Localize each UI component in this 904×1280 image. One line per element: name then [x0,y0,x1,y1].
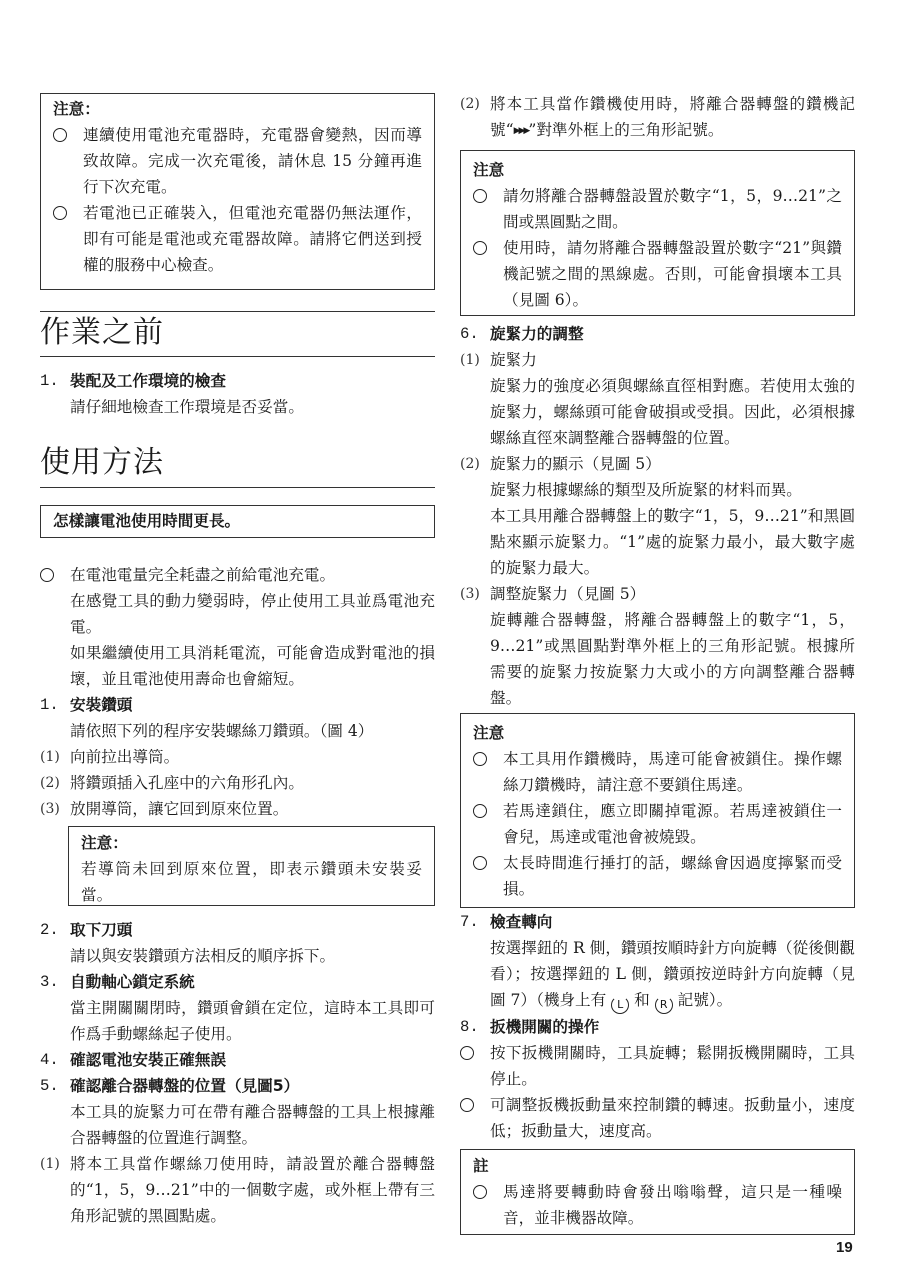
note-box-noise: 註 馬達將要轉動時會發出嗡嗡聲，這只是一種噪音，並非機器故障。 [460,1149,855,1235]
steps-7-8: 7. 檢查轉向 按選擇鈕的 R 側，鑽頭按順時針方向旋轉（從後側觀看）；按選擇鈕的 L 側，鑽頭按逆時針方向旋轉（見圖 7）（機身上有 L 和 R 記號）。 8. 扳機開關的操作 按下扳機開關時，工具旋轉；鬆開扳機開關時，工具停止。 可調整扳機扳動量來控制鑽的轉速。扳動量小，速度低；扳動量大，速度高。 [460,913,855,1140]
note-title: 注意： [53,100,100,118]
bullet-circle-icon [40,568,54,582]
divider [40,311,435,312]
bullet-item: 在電池電量完全耗盡之前給電池充電。 在感覺工具的動力變弱時，停止使用工具並爲電池充電。 如果繼續使用工具消耗電流，可能會造成對電池的損壞，並且電池使用壽命也會縮短。 [40,562,435,692]
note-box-charger [40,93,435,290]
battery-tips-and-step1: 在電池電量完全耗盡之前給電池充電。 在感覺工具的動力變弱時，停止使用工具並爲電池充電。 如果繼續使用工具消耗電流，可能會造成對電池的損壞，並且電池使用壽命也會縮短。 1. 安裝鑽頭 請依照下列的程序安裝螺絲刀鑽頭。（圖 4） (1) 向前拉出導筒。 (2) 將鑽頭插入孔座中的六角形孔內。 (3) 放開導筒，讓它回到原來位置。 [40,562,435,822]
bullet-circle-icon [473,189,487,203]
bullet-circle-icon [473,241,487,255]
note-box-motor: 注意 本工具用作鑽機時，馬達可能會被鎖住。操作螺絲刀鑽機時，請注意不要鎖住馬達。 若馬達鎖住，應立即關掉電源。若馬達被鎖住一會兒，馬達或電池會被燒毀。 太長時間進行捶打的話，螺絲會因過度擰緊而受損。 [460,713,855,908]
bullet-circle-icon [460,1046,474,1060]
note-box-bit: 注意： 若導筒未回到原來位置，即表示鑽頭未安裝妥當。 [68,826,435,906]
bullet-circle-icon [473,856,487,870]
bullet-circle-icon [460,1098,474,1112]
bullet-circle-icon [473,752,487,766]
note-item: 若電池已正確裝入，但電池充電器仍無法運作，即有可能是電池或充電器故障。請將它們送到授權的服務中心檢查。 [53,200,422,278]
note-item: 連續使用電池充電器時，充電器會變熱，因而導致故障。完成一次充電後，請休息 15 分鐘再進行下次充電。 [53,122,422,200]
bullet-circle-icon [473,1185,487,1199]
step-title: 安裝鑽頭 [70,696,133,714]
divider [40,487,435,488]
rotate-left-icon: L [611,996,629,1014]
step-check-environment: 1. 裝配及工作環境的檢查 請仔細地檢查工作環境是否妥當。 [40,372,304,416]
tip-box: 怎樣讓電池使用時間更長。 [40,505,435,538]
steps-2-to-5: 2. 取下刀頭 請以與安裝鑽頭方法相反的順序拆下。 3. 自動軸心鎖定系統 當主開關關閉時，鑽頭會鎖在定位，這時本工具即可作爲手動螺絲起子使用。 4. 確認電池安裝正確無誤 5. 確認離合器轉盤的位置（見圖5） 本工具的旋緊力可在帶有離合器轉盤的工具上根據離合器轉盤的位置進行調整。 (1) 將本工具當作螺絲刀使用時，請設置於離合器轉盤的“1，5，9…21”中的一個數字處，或外框上帶有三角形記號的黑圓點處。 [40,921,435,1225]
section-heading-before-work: 作業之前 [40,315,164,350]
bullet-circle-icon [53,206,67,220]
drill-mode-icon: ▶▶▶ [513,126,529,136]
note-box-clutch: 注意 請勿將離合器轉盤設置於數字“1，5，9…21”之間或黑圓點之間。 使用時，請勿將離合器轉盤設置於數字“21”與鑽機記號之間的黑線處。否則，可能會損壞本工具（見圖 6）。 [460,150,855,316]
step-torque-adjustment: 6. 旋緊力的調整 (1) 旋緊力 旋緊力的強度必須與螺絲直徑相對應。若使用太強的旋緊力，螺絲頭可能會破損或受損。因此，必須根據螺絲直徑來調整離合器轉盤的位置。 (2) 旋緊力的顯示（見圖 5） 旋緊力根據螺絲的類型及所旋緊的材料而異。 本工具用離合器轉盤上的數字“1，5，9…21”和黑圓點來顯示旋緊力。“1”處的旋緊力最小，最大數字處的旋緊力最大。 (3) 調整旋緊力（見圖 5） 旋轉離合器轉盤，將離合器轉盤上的數字“1，5，9…21”或黑圓點對準外框上的三角形記號。根據所需要的旋緊力按旋緊力大或小的方向調整離合器轉盤。 [460,325,855,707]
section-heading-usage: 使用方法 [40,445,164,480]
rotate-right-icon: R [655,996,673,1014]
clutch-drill-mode: (2) 將本工具當作鑽機使用時，將離合器轉盤的鑽機記號“▶▶▶”對準外框上的三角形記號。 [460,91,855,144]
bullet-circle-icon [53,128,67,142]
bullet-circle-icon [473,804,487,818]
page-number: 19 [836,1239,853,1256]
divider [40,356,435,357]
